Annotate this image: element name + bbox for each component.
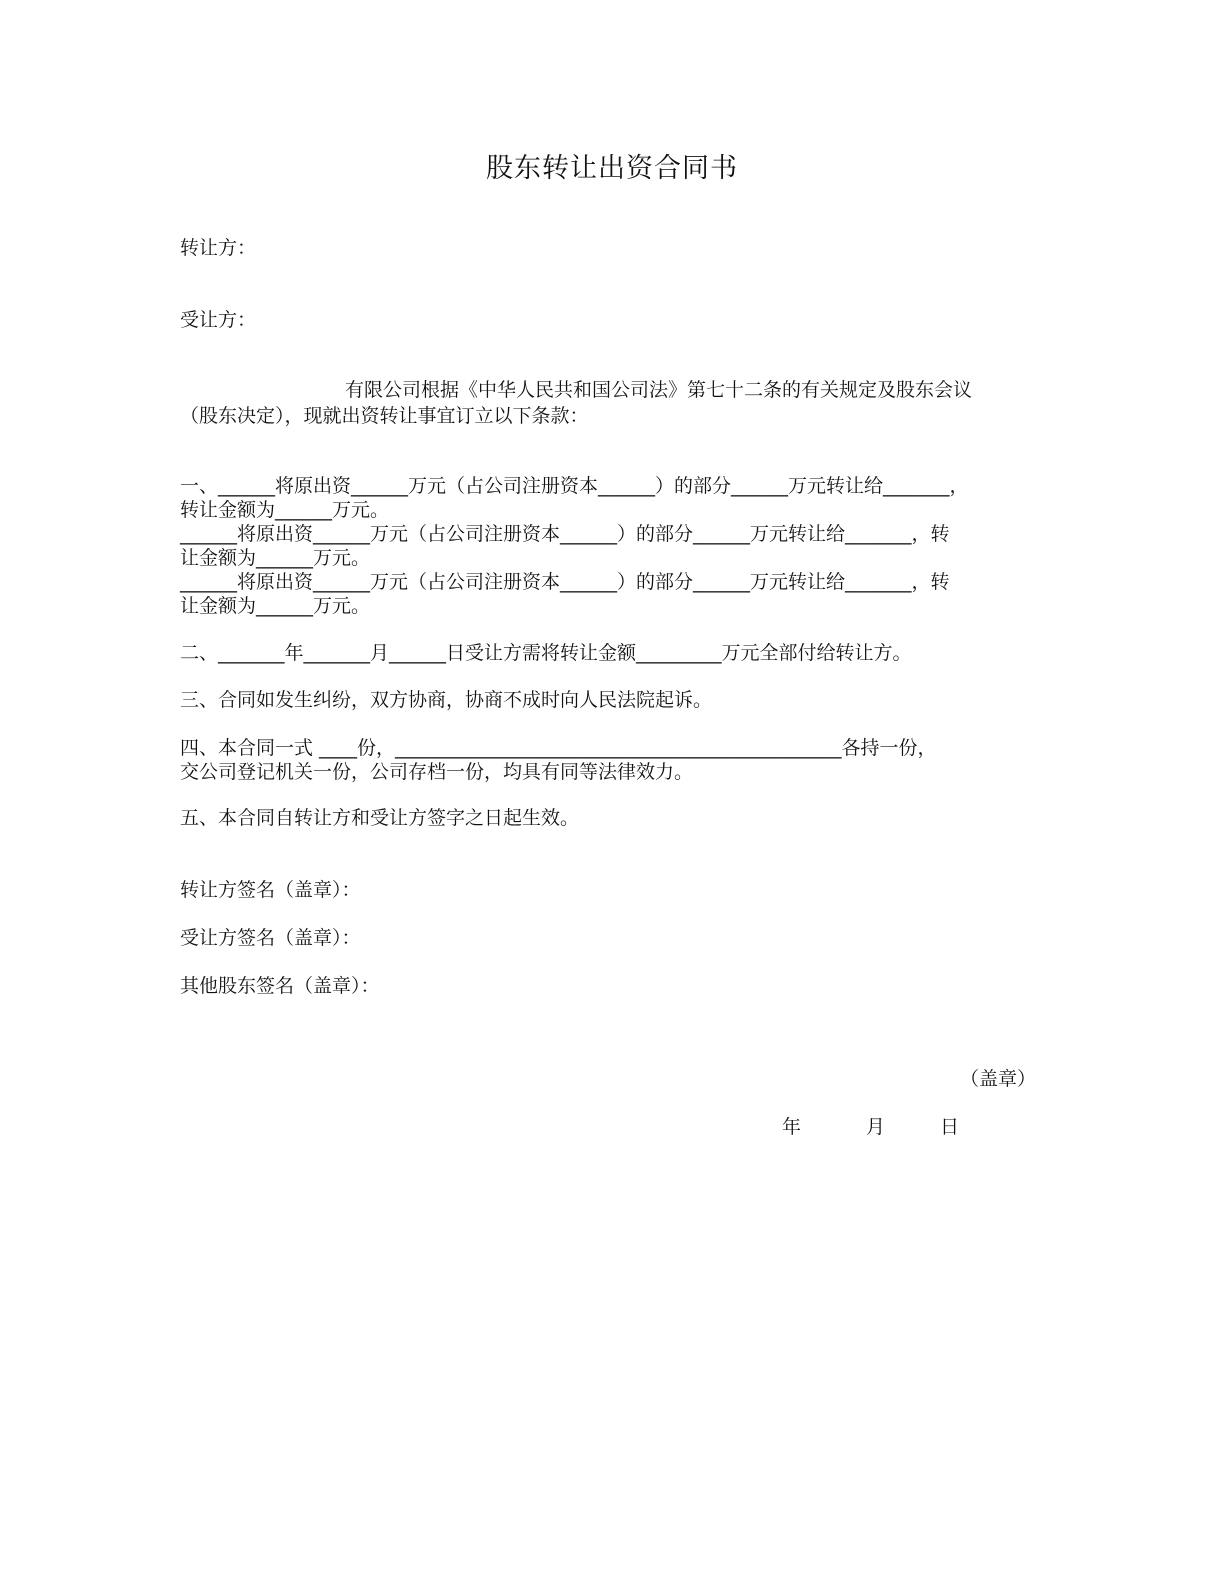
- clause-1-line-6: 让金额为______万元。: [180, 595, 371, 617]
- date-month: 月: [866, 1116, 886, 1138]
- date-year: 年: [782, 1116, 802, 1138]
- seal-label: （盖章）: [960, 1068, 1037, 1090]
- clause-3: 三、合同如发生纠纷，双方协商，协商不成时向人民法院起诉。: [180, 689, 713, 711]
- clause-1-line-4: 让金额为______万元。: [180, 547, 371, 569]
- signature-transferor: 转让方签名（盖章）：: [180, 879, 361, 901]
- transferor-label: 转让方：: [180, 237, 257, 259]
- clause-5: 五、本合同自转让方和受让方签字之日起生效。: [180, 807, 580, 829]
- clause-1-line-1: 一、______将原出资______万元（占公司注册资本______）的部分______万元转让给_______，: [180, 475, 969, 497]
- preamble-line-1: 有限公司根据《中华人民共和国公司法》第七十二条的有关规定及股东会议: [345, 379, 973, 401]
- document-title: 股东转让出资合同书: [486, 153, 738, 184]
- clause-1-line-3: ______将原出资______万元（占公司注册资本______）的部分______万元转让给_______，转: [180, 523, 950, 545]
- clause-1-line-2: 转让金额为______万元。: [180, 499, 390, 521]
- signature-transferee: 受让方签名（盖章）：: [180, 927, 361, 949]
- transferee-label: 受让方：: [180, 309, 257, 331]
- clause-2: 二、_______年_______月______日受让方需将转让金额_________万元全部付给转让方。: [180, 642, 912, 664]
- clause-4-line-2: 交公司登记机关一份，公司存档一份，均具有同等法律效力。: [180, 761, 694, 783]
- clause-1-line-5: ______将原出资______万元（占公司注册资本______）的部分______万元转让给_______，转: [180, 571, 950, 593]
- date-day: 日: [940, 1116, 960, 1138]
- signature-other-shareholders: 其他股东签名（盖章）：: [180, 975, 380, 997]
- preamble-line-2: （股东决定），现就出资转让事宜订立以下条款：: [180, 405, 589, 427]
- clause-4-line-1: 四、本合同一式 ____份，_______________________________________________各持一份，: [180, 737, 937, 759]
